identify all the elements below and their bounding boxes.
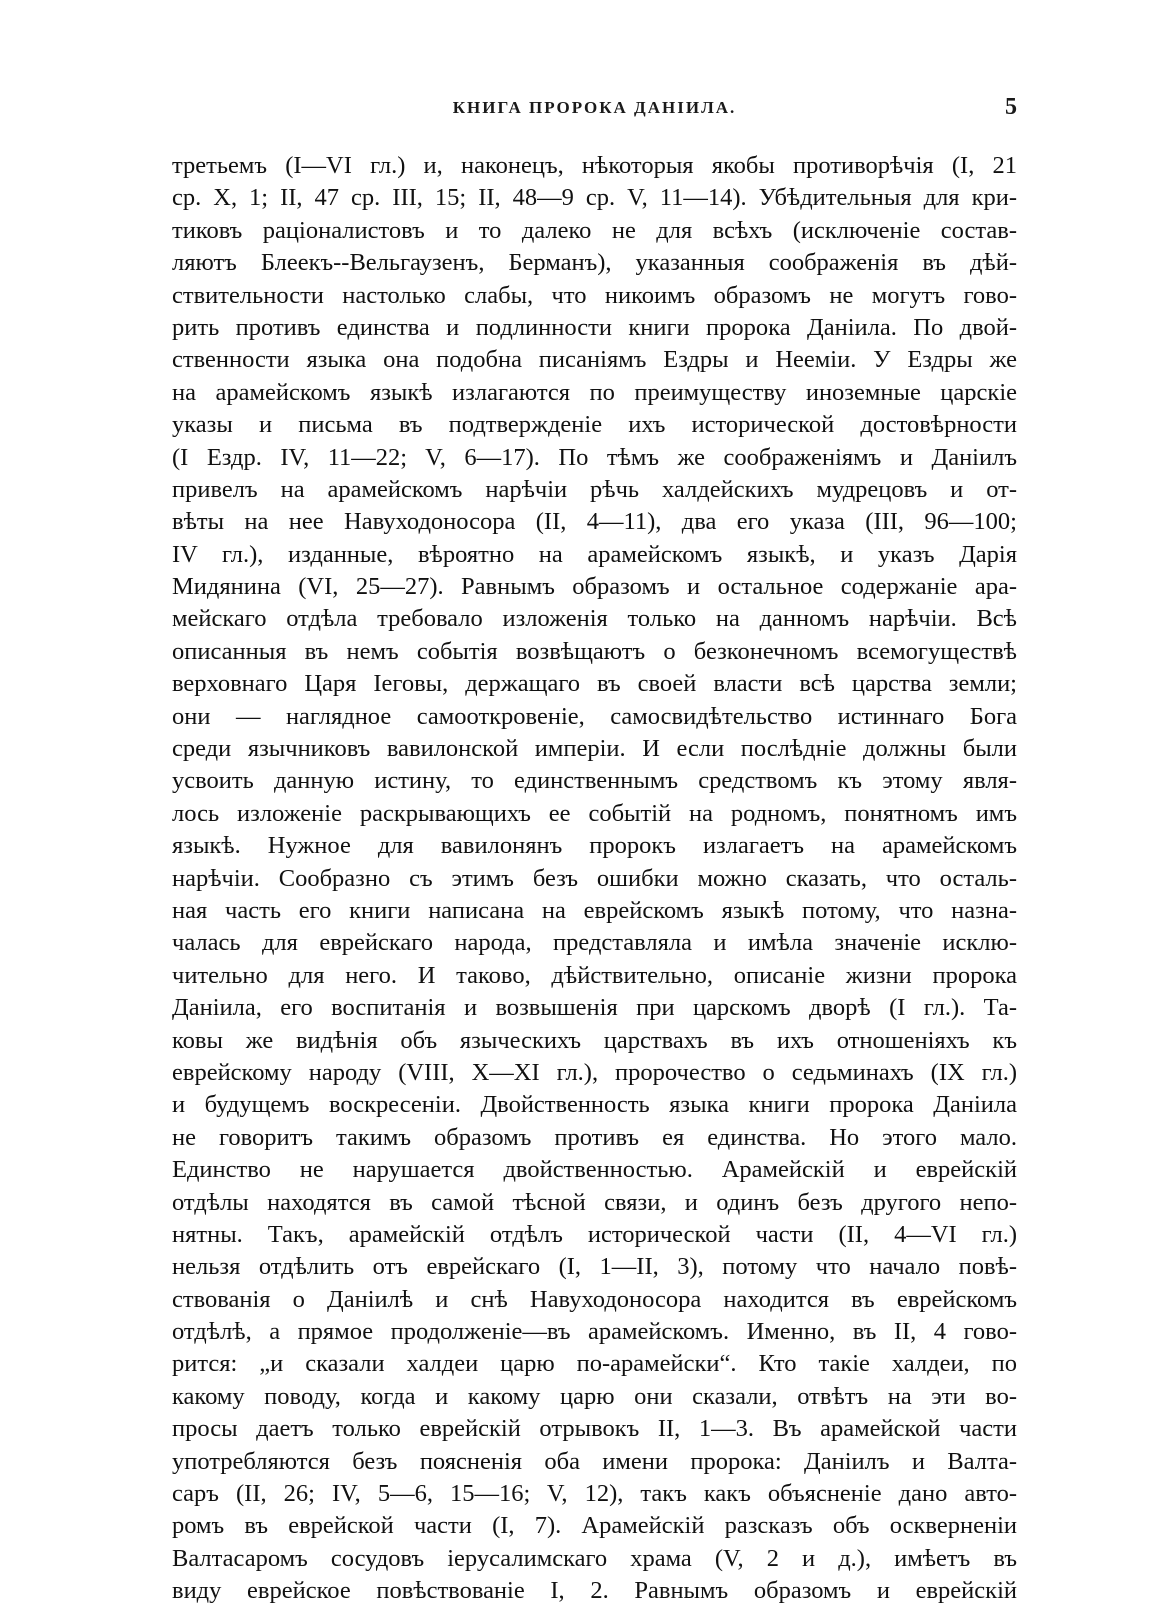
text-line: они — наглядное самооткровеніе, самосвидѣтельство истиннаго Бога — [172, 702, 1017, 730]
text-line: рить противъ единства и подлинности книги пророка Даніила. По двой- — [172, 313, 1017, 341]
page-number: 5 — [1005, 94, 1017, 120]
text-line: нарѣчіи. Сообразно съ этимъ безъ ошибки можно сказать, что осталь- — [172, 864, 1017, 892]
text-line: отдѣлы находятся въ самой тѣсной связи, и одинъ безъ другого непо- — [172, 1188, 1017, 1216]
text-line: нельзя отдѣлить отъ еврейскаго (I, 1—II, 3), потому что начало повѣ- — [172, 1253, 1017, 1281]
text-line: ственности языка она подобна писаніямъ Ездры и Нееміи. У Ездры же — [172, 346, 1017, 374]
running-title: КНИГА ПРОРОКА ДАНІИЛА. — [452, 98, 737, 117]
text-line: ствованія о Даніилѣ и снѣ Навуходоносора находится въ еврейскомъ — [172, 1285, 1017, 1313]
text-line: рится: „и сказали халдеи царю по-арамейски“. Кто такіе халдеи, по — [172, 1350, 1017, 1378]
text-line: на арамейскомъ языкѣ излагаются по преимуществу иноземные царскіе — [172, 378, 1017, 406]
text-line: какому поводу, когда и какому царю они сказали, отвѣтъ на эти во- — [172, 1382, 1017, 1410]
text-line: мейскаго отдѣла требовало изложенія только на данномъ нарѣчіи. Всѣ — [172, 605, 1017, 633]
text-line: третьемъ (I—VI гл.) и, наконецъ, нѣкоторыя якобы противорѣчія (I, 21 — [172, 152, 1017, 179]
text-line: IV гл.), изданные, вѣроятно на арамейскомъ языкѣ, и указъ Дарія — [172, 540, 1017, 568]
text-line: чительно для него. И таково, дѣйствительно, описаніе жизни пророка — [172, 961, 1017, 989]
text-line: виду еврейское повѣствованіе I, 2. Равнымъ образомъ и еврейскій — [172, 1577, 1017, 1605]
text-line: ная часть его книги написана на еврейскомъ языкѣ потому, что назна- — [172, 896, 1017, 924]
text-line: саръ (II, 26; IV, 5—6, 15—16; V, 12), такъ какъ объясненіе дано авто- — [172, 1480, 1017, 1508]
text-line: Даніила, его воспитанія и возвышенія при царскомъ дворѣ (I гл.). Та- — [172, 994, 1017, 1022]
text-line: просы даетъ только еврейскій отрывокъ II, 1—3. Въ арамейской части — [172, 1415, 1017, 1443]
text-line: не говоритъ такимъ образомъ противъ ея единства. Но этого мало. — [172, 1123, 1017, 1151]
text-line: Валтасаромъ сосудовъ іерусалимскаго храма (V, 2 и д.), имѣетъ въ — [172, 1544, 1017, 1572]
text-line: языкѣ. Нужное для вавилонянъ пророкъ излагаетъ на арамейскомъ — [172, 832, 1017, 860]
text-line: Единство не нарушается двойственностью. Арамейскій и еврейскій — [172, 1156, 1017, 1184]
text-line: ковы же видѣнія объ языческихъ царствахъ въ ихъ отношеніяхъ къ — [172, 1026, 1017, 1054]
text-line: ствительности настолько слабы, что никоимъ образомъ не могутъ гово- — [172, 281, 1017, 309]
text-line: Мидянина (VI, 25—27). Равнымъ образомъ и остальное содержаніе ара- — [172, 573, 1017, 601]
text-line: (I Ездр. IV, 11—22; V, 6—17). По тѣмъ же соображеніямъ и Даніилъ — [172, 443, 1017, 471]
text-line: лось изложеніе раскрывающихъ ее событій на родномъ, понятномъ имъ — [172, 799, 1017, 827]
page-header — [172, 94, 1017, 128]
text-line: и будущемъ воскресеніи. Двойственность языка книги пророка Даніила — [172, 1091, 1017, 1119]
text-line: тиковъ раціоналистовъ и то далеко не для всѣхъ (исключеніе состав- — [172, 216, 1017, 244]
body-text — [172, 150, 1017, 1608]
text-line: отдѣлѣ, а прямое продолженіе—въ арамейскомъ. Именно, въ II, 4 гово- — [172, 1318, 1017, 1346]
text-line: ср. X, 1; II, 47 ср. III, 15; II, 48—9 ср. V, 11—14). Убѣдительныя для кри- — [172, 184, 1017, 212]
text-line: усвоить данную истину, то единственнымъ средствомъ къ этому явля- — [172, 767, 1017, 795]
text-line: еврейскому народу (VIII, X—XI гл.), пророчество о седьминахъ (IX гл.) — [172, 1058, 1017, 1086]
text-line: описанныя въ немъ событія возвѣщаютъ о безконечномъ всемогуществѣ — [172, 637, 1017, 665]
text-line: вѣты на нее Навуходоносора (II, 4—11), два его указа (III, 96—100; — [172, 508, 1017, 536]
text-line: нятны. Такъ, арамейскій отдѣлъ исторической части (II, 4—VI гл.) — [172, 1220, 1017, 1248]
text-line: ляютъ Блеекъ--Вельгаузенъ, Берманъ), указанныя соображенія въ дѣй- — [172, 249, 1017, 277]
text-line: указы и письма въ подтвержденіе ихъ исторической достовѣрности — [172, 411, 1017, 439]
text-line: привелъ на арамейскомъ нарѣчіи рѣчь халдейскихъ мудрецовъ и от- — [172, 475, 1017, 503]
text-line: ромъ въ еврейской части (I, 7). Арамейскій разсказъ объ оскверненіи — [172, 1512, 1017, 1540]
text-line: верховнаго Царя Іеговы, держащаго въ своей власти всѣ царства земли; — [172, 670, 1017, 698]
text-line: употребляются безъ поясненія оба имени пророка: Даніилъ и Валта- — [172, 1447, 1017, 1475]
text-line: среди язычниковъ вавилонской имперіи. И если послѣдніе должны были — [172, 735, 1017, 763]
text-line: чалась для еврейскаго народа, представляла и имѣла значеніе исклю- — [172, 929, 1017, 957]
